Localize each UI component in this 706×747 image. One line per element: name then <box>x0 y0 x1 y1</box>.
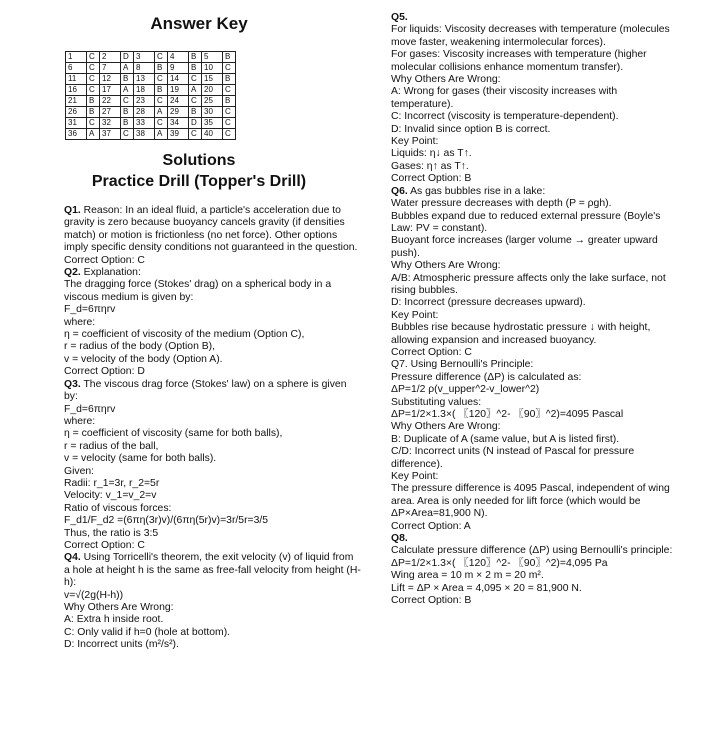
solution-line <box>391 347 681 359</box>
solution-line <box>391 124 681 136</box>
solution-line <box>391 521 681 533</box>
question-number: 34 <box>168 118 189 129</box>
question-number: 1 <box>66 52 87 63</box>
solution-text: The viscous drag force (Stokes' law) on a sphere is given by: <box>64 378 347 403</box>
solution-text: Correct Option: B <box>391 173 472 185</box>
question-number: 22 <box>100 96 121 107</box>
solution-line <box>64 428 362 440</box>
solution-text: Wing area = 10 m × 2 m = 20 m². <box>391 570 544 582</box>
answer-option: C <box>223 63 236 74</box>
answer-option: C <box>155 118 168 129</box>
answer-option: C <box>223 107 236 118</box>
answer-key-row <box>66 52 236 63</box>
answer-option: A <box>121 63 134 74</box>
question-number: 7 <box>100 63 121 74</box>
answer-key-title: Answer Key <box>150 14 248 33</box>
solution-text: A/B: Atmospheric pressure affects only the lake surface, not rising bubbles. <box>391 272 666 296</box>
solution-line <box>391 161 681 173</box>
question-number: 19 <box>168 85 189 96</box>
solution-line <box>391 211 681 236</box>
solution-text: The pressure difference is 4095 Pascal, independent of wing area. Area is only needed for lift force (which would be ΔP×Area=81,900 N). <box>391 483 670 520</box>
question-number: 29 <box>168 107 189 118</box>
answer-option: C <box>189 96 202 107</box>
question-number: 16 <box>66 85 87 96</box>
solution-line <box>391 372 681 384</box>
solution-line <box>64 478 362 490</box>
answer-option: B <box>189 52 202 63</box>
answer-option: C <box>121 96 134 107</box>
question-number: 14 <box>168 74 189 85</box>
solution-line <box>64 354 362 366</box>
solution-text: Key Point: <box>391 471 439 483</box>
solution-text: ΔP=1/2 ρ(v_upper^2-v_lower^2) <box>391 384 540 396</box>
solution-text: Bubbles expand due to reduced external pressure (Boyle's Law: PV = constant). <box>391 210 661 234</box>
answer-option: C <box>223 118 236 129</box>
solution-text: where: <box>64 316 96 328</box>
solution-line <box>64 515 362 527</box>
practice-drill-heading: Practice Drill (Topper's Drill) <box>91 173 307 190</box>
solution-line <box>64 540 362 552</box>
right-column <box>391 12 681 608</box>
solution-text: Correct Option: D <box>64 366 145 378</box>
answer-option: C <box>87 118 100 129</box>
solution-text: v = velocity (same for both balls). <box>64 453 217 465</box>
solution-line <box>64 205 362 255</box>
question-number: 40 <box>202 129 223 140</box>
answer-option: A <box>155 107 168 118</box>
answer-option: C <box>87 63 100 74</box>
solution-line <box>64 317 362 329</box>
solution-line <box>64 602 362 614</box>
solutions-heading: Solutions <box>162 152 236 169</box>
question-number: 32 <box>100 118 121 129</box>
question-number: 18 <box>134 85 155 96</box>
answer-option: D <box>121 52 134 63</box>
solution-text: C: Only valid if h=0 (hole at bottom). <box>64 626 231 638</box>
answer-option: D <box>189 118 202 129</box>
answer-option: C <box>223 85 236 96</box>
solution-line <box>64 366 362 378</box>
solution-text: Correct Option: C <box>64 539 145 551</box>
question-label: Q4. <box>64 552 81 564</box>
question-number: 24 <box>168 96 189 107</box>
answer-option: C <box>189 129 202 140</box>
question-number: 37 <box>100 129 121 140</box>
answer-option: C <box>87 74 100 85</box>
solution-text: B: Duplicate of A (same value, but A is listed first). <box>391 433 620 445</box>
question-number: 20 <box>202 85 223 96</box>
solution-line <box>64 614 362 626</box>
answer-key-row <box>66 74 236 85</box>
solution-line <box>391 24 681 49</box>
solution-text: ΔP=1/2×1.3×( 〖120〗^2- 〖90〗^2)=4095 Pascal <box>391 409 624 420</box>
solution-line <box>391 583 681 595</box>
solution-line <box>64 267 362 279</box>
solution-text: η = coefficient of viscosity (same for both balls), <box>64 428 283 440</box>
solution-text: v = velocity of the body (Option A). <box>64 353 223 365</box>
question-number: 31 <box>66 118 87 129</box>
question-number: 11 <box>66 74 87 85</box>
question-number: 38 <box>134 129 155 140</box>
solution-line <box>391 198 681 210</box>
answer-key-row <box>66 129 236 140</box>
solution-line <box>391 260 681 272</box>
solution-line <box>391 384 681 396</box>
solution-text: Substituting values: <box>391 396 482 408</box>
solution-line <box>391 446 681 471</box>
solution-text: Key Point: <box>391 136 439 148</box>
answer-option: B <box>223 74 236 85</box>
solution-line <box>64 279 362 304</box>
solution-text: A: Wrong for gases (their viscosity increases with temperature). <box>391 86 618 110</box>
solution-text: Key Point: <box>391 309 439 321</box>
solution-line <box>64 255 362 267</box>
solution-text: r = radius of the ball, <box>64 440 159 452</box>
answer-key-row <box>66 118 236 129</box>
solution-line <box>64 404 362 416</box>
solution-text: Explanation: <box>80 267 141 279</box>
solution-text: r = radius of the body (Option B), <box>64 341 216 353</box>
solution-line <box>391 86 681 111</box>
solution-text: F_d=6πηrv <box>64 304 116 316</box>
answer-option: B <box>87 107 100 118</box>
answer-option: B <box>223 52 236 63</box>
solution-text: Velocity: v_1=v_2=v <box>64 490 157 502</box>
solution-line <box>64 639 362 651</box>
solution-line <box>391 173 681 185</box>
answer-option: B <box>121 118 134 129</box>
solution-line <box>64 379 362 404</box>
answer-key-row <box>66 85 236 96</box>
question-number: 25 <box>202 96 223 107</box>
question-number: 6 <box>66 63 87 74</box>
solution-text: v=√(2g(H-h)) <box>64 589 124 601</box>
solution-text: Given: <box>64 465 95 477</box>
answer-option: C <box>155 74 168 85</box>
answer-option: B <box>155 85 168 96</box>
solution-line <box>64 416 362 428</box>
solution-text: Why Others Are Wrong: <box>391 260 501 272</box>
solution-line <box>391 136 681 148</box>
question-number: 30 <box>202 107 223 118</box>
left-solutions-text <box>64 205 362 652</box>
question-number: 9 <box>168 63 189 74</box>
solution-line <box>391 471 681 483</box>
question-label: Q8. <box>391 533 408 545</box>
solution-text: Correct Option: C <box>64 254 145 266</box>
solution-text: Correct Option: A <box>391 520 471 532</box>
solution-text: Calculate pressure difference (ΔP) using Bernoulli's principle: <box>391 545 673 557</box>
question-number: 35 <box>202 118 223 129</box>
solution-line <box>391 111 681 123</box>
solution-text: Pressure difference (ΔP) is calculated as: <box>391 371 582 383</box>
solution-line <box>391 595 681 607</box>
answer-key-table <box>65 51 236 140</box>
solution-text: D: Incorrect (pressure decreases upward). <box>391 297 586 309</box>
answer-option: C <box>189 74 202 85</box>
solution-line <box>391 273 681 298</box>
question-number: 23 <box>134 96 155 107</box>
solution-text: A: Extra h inside root. <box>64 614 164 626</box>
question-label: Q5. <box>391 12 408 23</box>
solution-line <box>391 409 681 421</box>
solution-text: Why Others Are Wrong: <box>391 74 501 86</box>
solution-line <box>391 434 681 446</box>
question-label: Q2. <box>64 267 81 279</box>
solution-line <box>391 558 681 570</box>
solution-line <box>391 310 681 322</box>
solution-line <box>391 545 681 557</box>
question-number: 26 <box>66 107 87 118</box>
solution-line <box>64 627 362 639</box>
solution-text: η = coefficient of viscosity of the medium (Option C), <box>64 329 305 341</box>
solution-text: Water pressure decreases with depth (P = ρgh). <box>391 198 612 210</box>
answer-option: C <box>155 52 168 63</box>
solution-text: Liquids: η↓ as T↑. <box>391 148 472 160</box>
solution-line <box>391 12 681 24</box>
solution-line <box>64 590 362 602</box>
question-number: 33 <box>134 118 155 129</box>
question-number: 39 <box>168 129 189 140</box>
answer-option: A <box>189 85 202 96</box>
solution-line <box>391 483 681 520</box>
solution-text: Gases: η↑ as T↑. <box>391 160 469 172</box>
solution-line <box>391 533 681 545</box>
solution-text: For gases: Viscosity increases with temperature (higher molecular collisions enhance momentum transfer). <box>391 49 647 73</box>
answer-option: B <box>223 96 236 107</box>
question-label: Q1. <box>64 205 81 216</box>
solution-text: Reason: In an ideal fluid, a particle's acceleration due to gravity is zero because buoyancy cancels gravity (if densities match) or motion is frictionless (no net force). Other options imply specific density conditions not guaranteed in the question. <box>64 205 358 254</box>
solution-text: Thus, the ratio is 3:5 <box>64 527 159 539</box>
solution-line <box>391 397 681 409</box>
solution-text: C: Incorrect (viscosity is temperature-dependent). <box>391 111 619 123</box>
solution-line <box>64 466 362 478</box>
solution-text: C/D: Incorrect units (N instead of Pascal for pressure difference). <box>391 446 635 470</box>
question-number: 17 <box>100 85 121 96</box>
solution-text: F_d1/F_d2 =(6πη(3r)v)/(6πη(5r)v)=3r/5r=3/5 <box>64 515 269 527</box>
answer-option: A <box>121 85 134 96</box>
answer-key-row <box>66 96 236 107</box>
question-number: 4 <box>168 52 189 63</box>
solution-text: Correct Option: B <box>391 595 472 607</box>
solution-text: Ratio of viscous forces: <box>64 502 172 514</box>
solution-line <box>391 297 681 309</box>
solution-line <box>391 186 681 198</box>
solution-line <box>64 528 362 540</box>
solution-line <box>391 359 681 371</box>
solution-text: Q7. Using Bernoulli's Principle: <box>391 359 534 371</box>
solution-line <box>391 322 681 347</box>
solutions-title <box>64 150 334 192</box>
question-number: 15 <box>202 74 223 85</box>
question-number: 27 <box>100 107 121 118</box>
answer-option: A <box>87 129 100 140</box>
answer-option: C <box>87 85 100 96</box>
solution-text: Why Others Are Wrong: <box>64 602 174 613</box>
solution-text: Correct Option: C <box>391 346 472 358</box>
question-number: 28 <box>134 107 155 118</box>
solution-line <box>64 441 362 453</box>
solution-line <box>391 421 681 433</box>
solution-text: ΔP=1/2×1.3×( 〖120〗^2- 〖90〗^2)=4,095 Pa <box>391 557 608 569</box>
solution-text: Lift = ΔP × Area = 4,095 × 20 = 81,900 N. <box>391 582 582 594</box>
question-number: 2 <box>100 52 121 63</box>
solution-line <box>391 235 681 260</box>
solution-line <box>64 304 362 316</box>
answer-key-row <box>66 63 236 74</box>
solution-line <box>391 148 681 160</box>
right-solutions-text <box>391 12 681 608</box>
answer-option: B <box>189 107 202 118</box>
solution-line <box>64 552 362 589</box>
solution-text: where: <box>64 415 96 427</box>
question-number: 13 <box>134 74 155 85</box>
solution-line <box>64 341 362 353</box>
answer-option: A <box>155 129 168 140</box>
left-column <box>64 0 362 652</box>
solution-text: D: Incorrect units (m²/s²). <box>64 639 179 651</box>
answer-option: B <box>155 63 168 74</box>
solution-line <box>391 49 681 74</box>
answer-option: C <box>87 52 100 63</box>
solution-text: Radii: r_1=3r, r_2=5r <box>64 477 160 489</box>
answer-option: B <box>121 107 134 118</box>
solution-line <box>391 570 681 582</box>
question-number: 10 <box>202 63 223 74</box>
question-number: 8 <box>134 63 155 74</box>
answer-option: B <box>189 63 202 74</box>
solution-text: D: Invalid since option B is correct. <box>391 123 551 135</box>
solution-line <box>64 453 362 465</box>
solution-line <box>391 74 681 86</box>
solution-text: As gas bubbles rise in a lake: <box>407 185 546 197</box>
solution-text: Why Others Are Wrong: <box>391 421 501 433</box>
question-number: 12 <box>100 74 121 85</box>
answer-option: C <box>121 129 134 140</box>
answer-option: B <box>121 74 134 85</box>
question-number: 3 <box>134 52 155 63</box>
question-label: Q3. <box>64 378 81 390</box>
question-number: 5 <box>202 52 223 63</box>
question-number: 21 <box>66 96 87 107</box>
answer-key-row <box>66 107 236 118</box>
solution-line <box>64 490 362 502</box>
question-number: 36 <box>66 129 87 140</box>
solution-text: For liquids: Viscosity decreases with temperature (molecules move faster, weakening intermolecular forces). <box>391 24 670 48</box>
solution-text: F_d=6πηrv <box>64 403 116 415</box>
solution-line <box>64 329 362 341</box>
solution-text: Using Torricelli's theorem, the exit velocity (v) of liquid from a hole at height h is the same as free-fall velocity from height (H-h): <box>64 552 361 589</box>
answer-option: B <box>87 96 100 107</box>
answer-option: C <box>155 96 168 107</box>
solution-text: Buoyant force increases (larger volume → greater upward push). <box>391 235 658 259</box>
question-label: Q6. <box>391 185 408 197</box>
answer-option: C <box>223 129 236 140</box>
solution-text: Bubbles rise because hydrostatic pressure ↓ with height, allowing expansion and increased buoyancy. <box>391 322 651 346</box>
solution-text: The dragging force (Stokes' drag) on a spherical body in a viscous medium is given by: <box>64 279 332 303</box>
solution-line <box>64 503 362 515</box>
